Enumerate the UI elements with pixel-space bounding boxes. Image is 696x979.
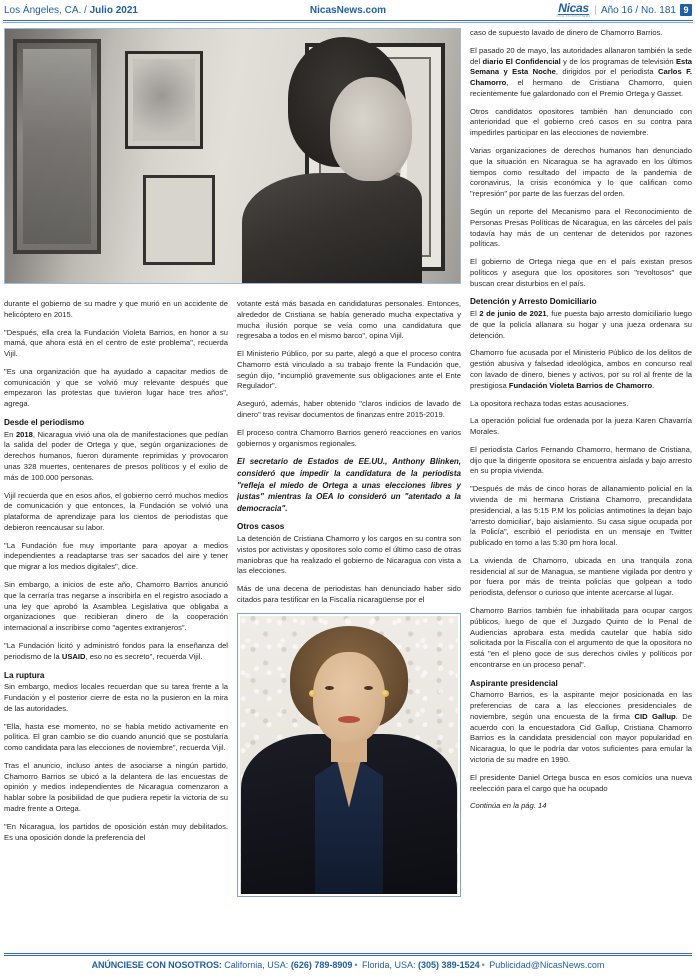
paragraph-text: , eso no es secreto", recuerda Vijil.: [85, 651, 203, 661]
article-paragraph: Más de una decena de periodistas han denunciado haber sido citados para testificar en la Fiscalía nicaragüense por el: [237, 584, 461, 604]
article-paragraph: Según un reporte del Mecanismo para el Reconocimiento de Personas Presas Políticas de Nicaragua, en las cárceles del país todavía hay más de un centenar de detenidos por razones políticas.: [470, 206, 692, 249]
emphasized-term: Esta Semana y Esta Noche: [470, 56, 692, 77]
footer-dot-2: •: [481, 960, 485, 970]
masthead-edition: Año 16 / No. 181: [600, 4, 676, 16]
emphasized-term: 2 de junio de 2021: [479, 309, 547, 319]
page-body: [0, 23, 696, 949]
article-paragraph: Vijil recuerda que en esos años, el gobierno cerró muchos medios de comunicación y que entonces, la Fundación se volvió una plataforma de aprendizaje para los cientos de periodistas que debieron reencausar su labor.: [4, 490, 228, 532]
woman-figure: [242, 33, 432, 284]
article-subheading: Aspirante presidencial: [470, 678, 558, 688]
cristiana-chamorro-portrait-photo: [237, 613, 461, 897]
article-paragraph: [470, 690, 692, 765]
continued-on-page-note: Continúa en la pág. 14: [470, 801, 547, 811]
paragraph-text: El: [470, 309, 480, 319]
article-paragraph: durante el gobierno de su madre y que murió en un accidente de helicóptero en 2015.: [4, 299, 228, 319]
footer-divider: [4, 953, 692, 957]
emphasized-term: diario El Confidencial: [482, 56, 561, 66]
article-paragraph: La detención de Cristiana Chamorro y los cargos en su contra son vistos por activistas y opositores solo como el último caso de otras maniobras que ha realizado el gobierno de Nicaragua con vista a las elecciones.: [237, 533, 461, 576]
article-paragraph: [470, 46, 692, 100]
article-paragraph: "Ella, hasta ese momento, no se había metido activamente en política. El gran cambio se dio cuando anunció que se postularía como candidata para las elecciones de noviembre", recuerda Vijil.: [4, 721, 228, 753]
article-paragraph: "La Fundación fue muy importante para apoyar a medios independientes a readaptarse tras ser sacados del aire y tener que migrar a los medios digitales", dice.: [4, 540, 228, 572]
advertise-lead-label: ANÚNCIESE CON NOSOTROS:: [91, 960, 222, 970]
earring-right-icon: [382, 690, 389, 697]
framed-picture-lower-icon: [143, 175, 215, 265]
woman-body: [242, 173, 422, 284]
article-paragraph: Sin embargo, a inicios de este año, Chamorro Barrios anunció que la cerraría tras negarse a inscribirla en el registro asociado a una ley que aprobó la Asamblea Legislativa que obligaba a organizaciones que recibieran dinero de la cooperación internacional a inscribirse como "agentes extranjeros".: [4, 580, 228, 633]
emphasized-term: Fundación Violeta Barrios de Chamorro: [508, 380, 653, 390]
paragraph-text: , Nicaragua vivió una ola de manifestaciones que pedían la salida del poder de Ortega y que, según organizaciones de derechos humanos, fueron duramente reprimidas y provocaron unas 328 muertes, centenares de presos políticos y el exilio de más de 100.000 personas.: [4, 429, 228, 482]
article-paragraph: Aseguró, además, haber obtenido "claros indicios de lavado de dinero" tras revisar documentos de finanzas entre 2015-2019.: [237, 399, 461, 420]
paragraph-text: , fue puesta bajo arresto domiciliario luego de que la policía allanara su hogar y una jueza ordenara su detención.: [470, 309, 692, 340]
nicas-logo[interactable]: [557, 2, 591, 19]
masthead-location: Los Ángeles, CA. /: [4, 4, 90, 16]
article-paragraph: "Es una organización que ha ayudado a capacitar medios de comunicación y que se volvió muy relevante después que empezaron las protestas que tuvieron lugar hace tres años", agrega.: [4, 366, 228, 409]
paragraph-text: Chamorro Barrios, es la aspirante mejor posicionada en las preferencias de cara a las elecciones presidenciales de noviembre, según una encuesta de la firma: [470, 690, 692, 721]
masthead-location-date: [4, 5, 138, 16]
article-paragraph: La opositora rechaza todas estas acusaciones.: [470, 398, 629, 408]
paragraph-text: . De acuerdo con la encuestadora Cid Gallup, Cristiana Chamorro Barrios es la candidata presidencial con mayor popularidad en Nicaragua, lo que le podría dar votos suficientes para emular la victoria de su madre en 1990.: [470, 711, 692, 765]
article-column-middle: [237, 299, 461, 897]
footer: [0, 953, 696, 979]
subject-mouth: [338, 716, 360, 723]
article-column-right: [470, 28, 692, 949]
article-paragraph: La vivienda de Chamorro, ubicada en una tranquila zona residencial al sur de Managua, se mantiene vigilada por dentro y por fuera por más de treinta policías que golpean a todo periodista, defensor o curioso que intente acercarse al lugar.: [470, 555, 692, 598]
article-subheading: La ruptura: [4, 670, 45, 680]
paragraph-text: .: [652, 380, 655, 390]
california-phone[interactable]: (626) 789-8909: [290, 960, 353, 970]
emphasized-term: CID Gallup: [634, 711, 676, 721]
article-paragraph: El presidente Daniel Ortega busca en esos comicios una nueva reelección para el cargo que ha ocupado: [470, 772, 692, 793]
pull-quote: El secretario de Estados de EE.UU., Anthony Blinken, consideró que impedir la candidatura de la periodista "refleja el miedo de Ortega a unas elecciones libres y justas" mientras la OEA lo consideró un "atentado a la democracia".: [237, 457, 461, 513]
advertise-with-us-line: [4, 960, 692, 975]
page-number-badge: 9: [680, 4, 692, 16]
article-paragraph: El gobierno de Ortega niega que en el país existan presos políticos y asegura que los opositores son "revoltosos" que buscan crear disturbios en el país.: [470, 257, 692, 288]
advertising-email[interactable]: Publicidad@NicasNews.com: [486, 960, 605, 970]
article-subheading: Detención y Arresto Domiciliario: [470, 297, 597, 307]
woman-with-framed-portrait-photo: [4, 28, 461, 284]
article-paragraph: "Después de más de cinco horas de allanamiento policial en la vivienda de mi hermana Cristiana Chamorro, precandidata presidencial, a las 5:15 P.M los policías antimotines la dejan bajo 'arresto domiciliar', bajo aislamiento. Su casa sigue ocupada por la Policía", escribió el periodista en un mensaje en Twitter publicado en torno a las 5:30 pm hora local.: [470, 484, 692, 548]
woman-face: [330, 77, 412, 181]
subject-face: [313, 652, 385, 744]
article-subheading: Otros casos: [237, 522, 285, 532]
masthead-website[interactable]: NicasNews.com: [309, 4, 387, 16]
portrait-photo-inner: [240, 616, 458, 894]
article-paragraph: "Después, ella crea la Fundación Violeta Barrios, en honor a su mamá, que ahora está en el centro de este problema", recuerda Vijil.: [4, 327, 228, 359]
florida-label: Florida, USA:: [359, 960, 419, 970]
paragraph-text: "La Fundación licitó y administró fondos para la enseñanza del periodismo de la: [4, 640, 228, 661]
paragraph-text: y de los programas de televisión: [560, 56, 676, 66]
emphasized-term: USAID: [61, 651, 86, 661]
article-paragraph: Chamorro Barrios también fue inhabilitada para ocupar cargos públicos, luego de que el Juzgado Quinto de lo Penal de Audiencias aprobara esta medida cautelar que había sido solicitada por la Fiscalía con el argumento de que la opositora no está "en el pleno goce de sus derechos civiles y políticos por encontrarse en un proceso penal".: [470, 606, 692, 669]
article-paragraph: caso de supuesto lavado de dinero de Chamorro Barrios.: [470, 28, 663, 37]
article-paragraph: Tras el anuncio, incluso antes de asociarse a ningún partido, Chamorro Barrios se ubicó a la delantera de las encuestas de opinión y medios independientes de Nicaragua comenzaron a hablar sobre la posibilidad de que pudiera repetir la victoria de su madre frente a Ortega.: [4, 760, 228, 813]
subject-eye-left: [325, 686, 334, 690]
article-paragraph: La operación policial fue ordenada por la jueza Karen Chavarría Morales.: [470, 416, 692, 437]
article-paragraph: Otros candidatos opositores también han denunciado con anterioridad que el gobierno creó casos en su contra para impedirles participar en las elecciones de noviembre.: [470, 106, 692, 138]
masthead-date: Julio 2021: [89, 4, 138, 16]
article-paragraph: Sin embargo, medios locales recuerdan que su tarea frente a la Fundación y el posterior cierre de esta no la pusieron en la mira de las autoridades.: [4, 682, 228, 713]
paragraph-text: , dirigidos por el periodista: [555, 67, 659, 77]
paragraph-text: El pasado 20 de mayo, las autoridades allanaron también la sede del: [470, 45, 692, 66]
article-paragraph: El periodista Carlos Fernando Chamorro, hermano de Cristiana, dijo que la dirigente opositora se encuentra aislada y bajo arresto en su propia vivienda.: [470, 444, 692, 476]
article-paragraph: Varias organizaciones de derechos humanos han denunciado que la situación en Nicaragua se ha agravado en los últimos tiempos como resultado del impacto de la pandemia de coronavirus, la crisis económica y lo que califican como "represión" por parte de las fuerzas del orden.: [470, 146, 692, 199]
article-paragraph: "En Nicaragua, los partidos de oposición están muy debilitados. Es una oposición donde la preferencia del: [4, 821, 228, 842]
article-paragraph: El Ministerio Público, por su parte, alegó a que el proceso contra Chamorro está vinculado a su trabajo frente la Fundación que, según dijo, "incumplió gravemente sus obligaciones ante el Ente Regulador".: [237, 349, 461, 391]
paragraph-text: Chamorro fue acusada por el Ministerio Público de los delitos de gestión abusiva y falsedad ideológica, ambos en concurso real con lavado de dinero, bienes y activos, por su rol al frente de la prestigiosa: [470, 348, 692, 390]
framed-picture-left-icon: [13, 39, 101, 254]
emphasized-term: Carlos F. Chamorro: [470, 67, 692, 88]
subject-eye-right: [364, 686, 373, 690]
article-paragraph: [470, 348, 692, 391]
article-paragraph: [4, 430, 228, 484]
article-paragraph: [470, 309, 692, 341]
masthead-edition-block: [557, 2, 692, 19]
california-label: California, USA:: [221, 960, 291, 970]
masthead-separator: |: [594, 4, 597, 16]
article-paragraph: votante está más basada en candidaturas personales. Entonces, alrededor de Cristiana se había generado mucha expectativa y mucha ilusión porque se veía como una candidatura que regresaba a todos en el mismo barco", opina Vijil.: [237, 299, 461, 341]
footer-dot-1: •: [354, 960, 358, 970]
article-paragraph: El proceso contra Chamorro Barrios generó reacciones en varios gobiernos y organismos regionales.: [237, 427, 461, 448]
paragraph-text: En: [4, 429, 16, 439]
nicas-logo-tagline: EN EL EXTERIOR NEWS: [556, 14, 591, 18]
article-subheading: Desde el periodismo: [4, 418, 85, 428]
florida-phone[interactable]: (305) 389-1524: [418, 960, 480, 970]
article-column-left: [4, 299, 228, 897]
masthead: [0, 0, 696, 20]
earring-left-icon: [309, 690, 316, 697]
nicas-logo-word: Nicas: [558, 0, 589, 15]
paragraph-text: , el hermano de Cristiana Chamorro, quien recientemente fue galardonado con el Premio Ortega y Gasset.: [470, 78, 692, 98]
framed-picture-upper-icon: [125, 51, 203, 149]
article-paragraph: [4, 641, 228, 663]
emphasized-term: 2018: [15, 429, 33, 439]
